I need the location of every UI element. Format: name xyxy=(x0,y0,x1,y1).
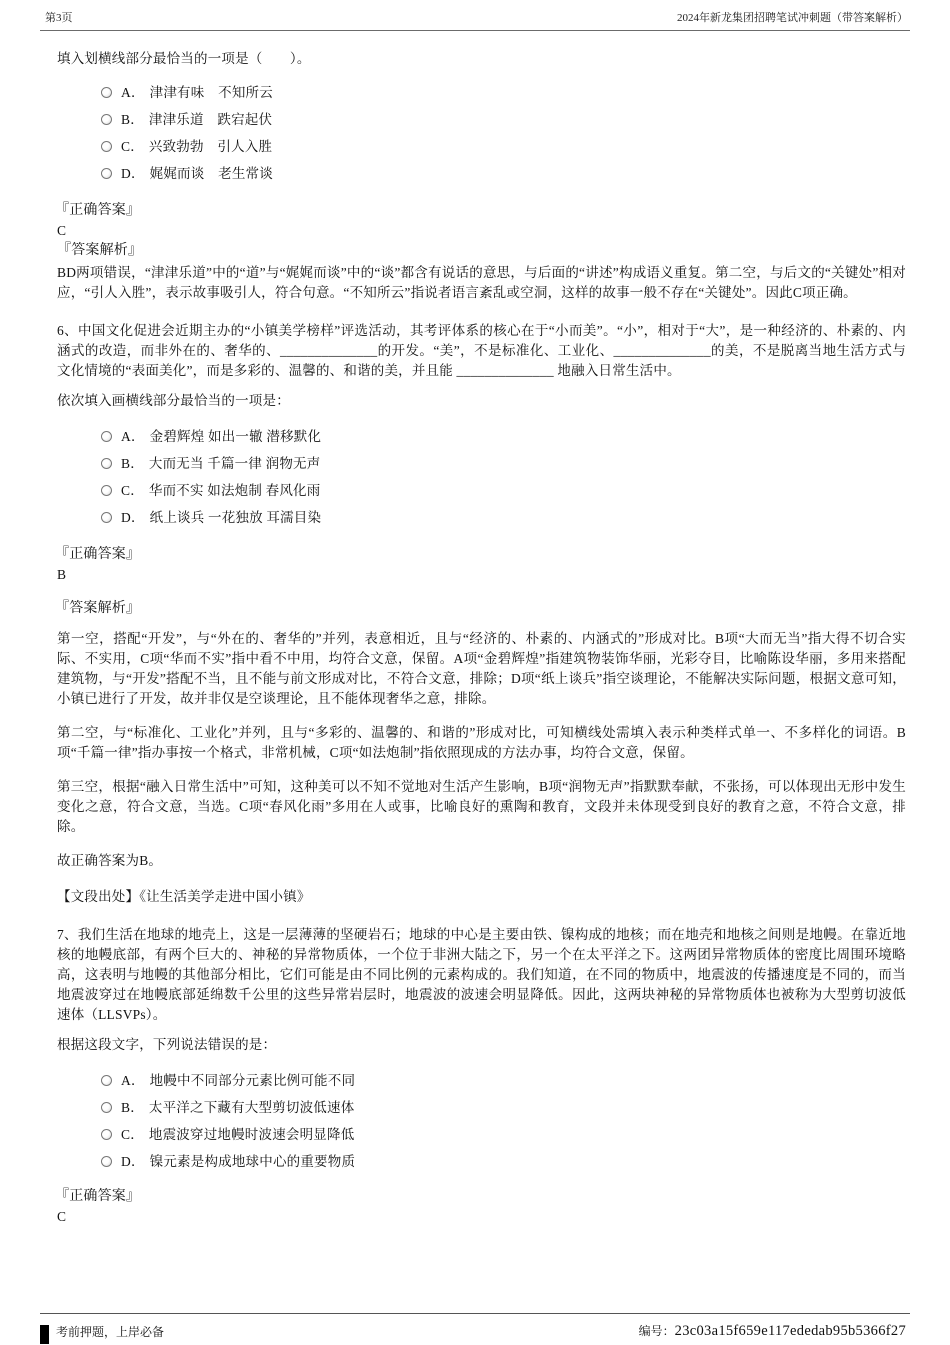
footer-code xyxy=(639,1322,906,1340)
option-letter: C． xyxy=(121,1126,144,1142)
question-5 xyxy=(57,49,906,303)
footer-divider xyxy=(40,1313,910,1314)
page-number: 第3页 xyxy=(45,12,73,24)
options-group xyxy=(101,1067,906,1175)
question-prompt: 填入划横线部分最恰当的一项是（ ）。 xyxy=(57,51,311,66)
option-row xyxy=(101,1121,906,1148)
code-value: 23c03a15f659e117ededab95b5366f27 xyxy=(674,1323,906,1339)
option-letter: B． xyxy=(121,1099,144,1115)
option-row xyxy=(101,160,906,187)
option-row xyxy=(101,79,906,106)
option-letter: B． xyxy=(121,455,144,471)
option-text: 大而无当 千篇一律 润物无声 xyxy=(148,455,321,471)
option-letter: C． xyxy=(121,482,144,498)
option-letter: A． xyxy=(121,428,145,444)
option-letter: A． xyxy=(121,1072,145,1088)
analysis-paragraph: 第二空，与“标准化、工业化”并列，且与“多彩的、温馨的、和谐的”形成对比，可知横线处需填入表示种类样式单一、不多样化的词语。B项“千篇一律”指办事按一个格式，非常机械，C项“如法炮制”指依照现成的方法办事，均符合文意，保留。 xyxy=(57,725,906,760)
option-row xyxy=(101,106,906,133)
option-text: 纸上谈兵 一花独放 耳濡目染 xyxy=(149,509,322,525)
question-instruction: 根据这段文字，下列说法错误的是： xyxy=(57,1037,277,1052)
question-instruction: 依次填入画横线部分最恰当的一项是： xyxy=(57,393,290,408)
analysis-paragraph: 第一空，搭配“开发”，与“外在的、奢华的”并列，表意相近，且与“经济的、朴素的、内涵式的”形成对比。B项“大而无当”指大得不切合实际、不实用，C项“华而不实”指中看不中用，均符合文意，保留。A项“金碧辉煌”指建筑物装饰华丽，光彩夺目，比喻陈设华丽，多用来搭配建筑物，与“开发”搭配不当，且不能与前文形成对比，不符合文意，排除；D项“纸上谈兵”指空谈理论，不能解决实际问题，根据文意可知，小镇已进行了开发，故并非仅是空谈理论，且不能体现奢华之意，排除。 xyxy=(57,631,906,706)
correct-answer-label: 『正确答案』 xyxy=(55,1189,141,1204)
radio-button[interactable] xyxy=(101,1156,112,1167)
options-group xyxy=(101,423,906,531)
option-text: 地幔中不同部分元素比例可能不同 xyxy=(149,1072,356,1088)
option-row xyxy=(101,1148,906,1175)
radio-button[interactable] xyxy=(101,87,112,98)
code-label: 编号： xyxy=(638,1324,675,1338)
option-letter: C． xyxy=(121,138,144,154)
option-row xyxy=(101,1094,906,1121)
correct-answer-value: C xyxy=(57,223,67,238)
option-letter: D． xyxy=(121,1153,145,1169)
question-7 xyxy=(57,925,906,1227)
option-text: 镍元素是构成地球中心的重要物质 xyxy=(149,1153,356,1169)
option-text: 地震波穿过地幔时波速会明显降低 xyxy=(148,1126,355,1142)
option-text: 津津有味 不知所云 xyxy=(149,84,273,100)
footer-slogan: 考前押题，上岸必备 xyxy=(56,1324,165,1339)
analysis-label: 『答案解析』 xyxy=(55,601,141,616)
analysis-conclusion: 故正确答案为B。 xyxy=(57,853,163,868)
document-title: 2024年新龙集团招聘笔试冲刺题（带答案解析） xyxy=(677,12,908,24)
radio-button[interactable] xyxy=(101,168,112,179)
option-letter: A． xyxy=(121,84,145,100)
option-letter: D． xyxy=(121,165,145,181)
option-row xyxy=(101,450,906,477)
option-text: 娓娓而谈 老生常谈 xyxy=(149,165,273,181)
page-corner-mark xyxy=(40,1325,49,1344)
option-row xyxy=(101,504,906,531)
analysis-label: 『答案解析』 xyxy=(57,243,143,258)
analysis-paragraph: 第三空，根据“融入日常生活中”可知，这种美可以不知不觉地对生活产生影响，B项“润物无声”指默默奉献，不张扬，可以体现出无形中发生变化之意，符合文意，当选。C项“春风化雨”多用在人或事，比喻良好的熏陶和教育，文段并未体现受到良好的教育之意，不符合文意，排除。 xyxy=(57,779,906,834)
option-row xyxy=(101,133,906,160)
radio-button[interactable] xyxy=(101,1102,112,1113)
correct-answer-value: B xyxy=(57,567,67,582)
radio-button[interactable] xyxy=(101,431,112,442)
question-stem: 6、中国文化促进会近期主办的“小镇美学榜样”评选活动，其考评体系的核心在于“小而美”。“小”，相对于“大”，是一种经济的、朴素的、内涵式的改造，而非外在的、奢华的、______________的开发。“美”，不是标准化、工业化、______________的美，不是脱离当地生活方式与文化情境的“表面美化”，而是多彩的、温馨的、和谐的美，并且能 ______________ 地融入日常生活中。 xyxy=(57,323,906,378)
content xyxy=(0,31,950,1227)
radio-button[interactable] xyxy=(101,114,112,125)
option-row xyxy=(101,423,906,450)
analysis-text: BD两项错误，“津津乐道”中的“道”与“娓娓而谈”中的“谈”都含有说话的意思，与后面的“讲述”构成语义重复。第二空，与后文的“关键处”相对应，“引人入胜”，表示故事吸引人，符合句意。“不知所云”指说者语言紊乱或空洞，这样的故事一般不存在“关键处”。因此C项正确。 xyxy=(57,265,906,300)
radio-button[interactable] xyxy=(101,141,112,152)
radio-button[interactable] xyxy=(101,1129,112,1140)
option-row xyxy=(101,477,906,504)
option-text: 金碧辉煌 如出一辙 潜移默化 xyxy=(149,428,322,444)
option-letter: B． xyxy=(121,111,144,127)
correct-answer-value: C xyxy=(57,1209,67,1224)
option-row xyxy=(101,1067,906,1094)
options-group xyxy=(101,79,906,187)
option-text: 兴致勃勃 引人入胜 xyxy=(148,138,273,154)
option-text: 华而不实 如法炮制 春风化雨 xyxy=(148,482,321,498)
question-6 xyxy=(57,321,906,907)
radio-button[interactable] xyxy=(101,458,112,469)
option-text: 太平洋之下藏有大型剪切波低速体 xyxy=(148,1099,355,1115)
page-footer xyxy=(0,1313,950,1340)
radio-button[interactable] xyxy=(101,485,112,496)
question-stem: 7、我们生活在地球的地壳上，这是一层薄薄的坚硬岩石；地球的中心是主要由铁、镍构成的地核；而在地壳和地核之间则是地幔。在靠近地核的地幔底部，有两个巨大的、神秘的异常物质体，一个位于非洲大陆之下，另一个在太平洋之下。这两团异常物质体的密度比周围环境略高，这表明与地幔的其他部分相比，它们可能是由不同比例的元素构成的。我们知道，在不同的物质中，地震波的传播速度是不同的，而当地震波穿过在地幔底部延绵数千公里的这些异常岩层时，地震波的波速会明显降低。因此，这两块神秘的异常物质体也被称为大型剪切波低速体（LLSVPs）。 xyxy=(57,927,906,1022)
correct-answer-label: 『正确答案』 xyxy=(55,547,141,562)
page-header xyxy=(0,0,950,30)
radio-button[interactable] xyxy=(101,1075,112,1086)
option-text: 津津乐道 跌宕起伏 xyxy=(148,111,273,127)
radio-button[interactable] xyxy=(101,512,112,523)
option-letter: D． xyxy=(121,509,145,525)
correct-answer-label: 『正确答案』 xyxy=(55,203,141,218)
passage-source: 【文段出处】《让生活美学走进中国小镇》 xyxy=(57,889,311,904)
